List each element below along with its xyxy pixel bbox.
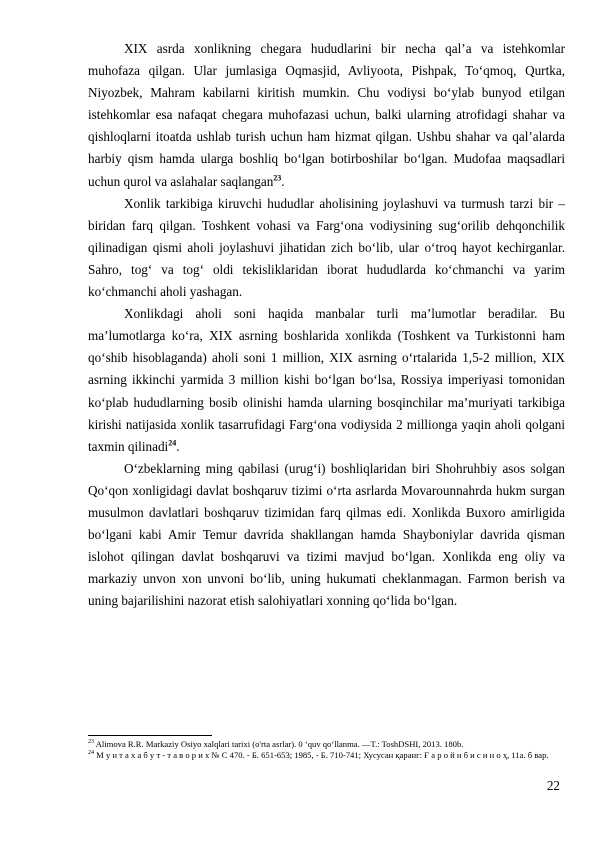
paragraph <box>88 303 565 458</box>
paragraph-text: XIX asrda xonlikning chegara hududlarini bir necha qal’a va istehkomlar muhofaza qilgan. Ular jumlasiga Oqmasjid, Avliyoota, Pishpak, To‘qmoq, Qurtka, Niyozbek, Mahram kabilarni kiritish mumkin. Chu vodiysi bo‘ylab bunyod etilgan istehkomlar esa nafaqat chegara muhofazasi uchun, balki ularning atrofidagi shahar va qishloqlarni itoatda ushlab turish uchun ham hizmat qilgan. Ushbu shahar va qal’alarda harbiy qism hamda ularga boshliq bo‘lgan botirboshilar bo‘lgan. Mudofaa maqsadlari uchun qurol va aslahalar saqlangan <box>88 41 565 189</box>
body-text <box>88 38 565 612</box>
footnote-reference[interactable]: 23 <box>273 173 282 183</box>
footnote-text: М у н т а х а б у т - т а в о р и х № С 470. - Б. 651-653; 1985, - Б. 710-741; Хусусан қаранг: Ғ а р о й и б и с и н о ҳ, 11а. б вар. <box>96 749 549 760</box>
footnote-reference[interactable]: 24 <box>168 438 177 448</box>
paragraph-text: Xonlik tarkibiga kiruvchi hududlar aholisining joylashuvi va turmush tarzi bir – biridan farq qilgan. Toshkent vohasi va Farg‘ona vodiysining sug‘orilib dehqonchilik qilinadigan qismi aholi joylashuvi jihatidan zich bo‘lib, ular o‘troq hayot kechirganlar. Sahro, tog‘ va tog‘ oldi tekisliklaridan iborat hududlarda ko‘chmanchi va yarim ko‘chmanchi aholi yashagan. <box>88 195 565 300</box>
page-number: 22 <box>546 778 560 793</box>
paragraph-end-punctuation: . <box>176 438 180 454</box>
paragraph-text: Xonlikdagi aholi soni haqida manbalar turli ma’lumotlar beradilar. Bu ma’lumotlarga ko‘ra, XIX asrning boshlarida xonlikda (Toshkent va Turkistonni ham qo‘shib hisoblaganda) aholi soni 1 million, XIX asrning o‘rtalarida 1,5-2 million, XIX asrning ikkinchi yarmida 3 million kishi bo‘lgan bo‘lsa, Rossiya imperiyasi tomonidan ko‘plab hududlarning bosib olinishi hamda ularning bosqinchilar ma’muriyati tarkibiga kirishi natijasida xonlik tasarrufidagi Farg‘ona vodiysida 2 millionga yaqin aholi qolgani taxmin qilinadi <box>88 306 565 454</box>
footnote <box>88 739 565 750</box>
footnote-number: 23 <box>88 739 94 746</box>
paragraph-text: O‘zbeklarning ming qabilasi (urug‘i) boshliqlaridan biri Shohruhbiy asos solgan Qo‘qon xonligidagi davlat boshqaruv tizimi o‘rta asrlarda Movarounnahrda hukm surgan musulmon davlatlari boshqaruv tizimidan farq qilmas edi. Xonlikda Buxoro amirligida bo‘lgani kabi Amir Temur davrida shakllangan hamda Shayboniylar davrida qisman islohot qilingan davlat boshqaruvi va tizimi mavjud bo‘lgan. Xonlikda eng oliy va markaziy unvon xon unvoni bo‘lib, uning hukumati cheklanmagan. Farmon berish va uning bajarilishini nazorat etish salohiyatlari xonning qo‘lida bo‘lgan. <box>88 460 565 609</box>
footnote-divider <box>88 735 212 736</box>
footnote <box>88 750 565 761</box>
paragraph <box>88 38 565 193</box>
footnote-number: 24 <box>88 749 94 756</box>
footnote-text: Alimova R.R. Markaziy Osiyo xalqlari tarixi (o'rta asrlar). 0 ‘quv qo‘llanma. —T.: ToshDSHI, 2013. 180b. <box>95 739 464 749</box>
footnotes-section <box>88 735 565 760</box>
paragraph-end-punctuation: . <box>281 173 285 189</box>
paragraph <box>88 458 565 613</box>
paragraph <box>88 193 565 303</box>
